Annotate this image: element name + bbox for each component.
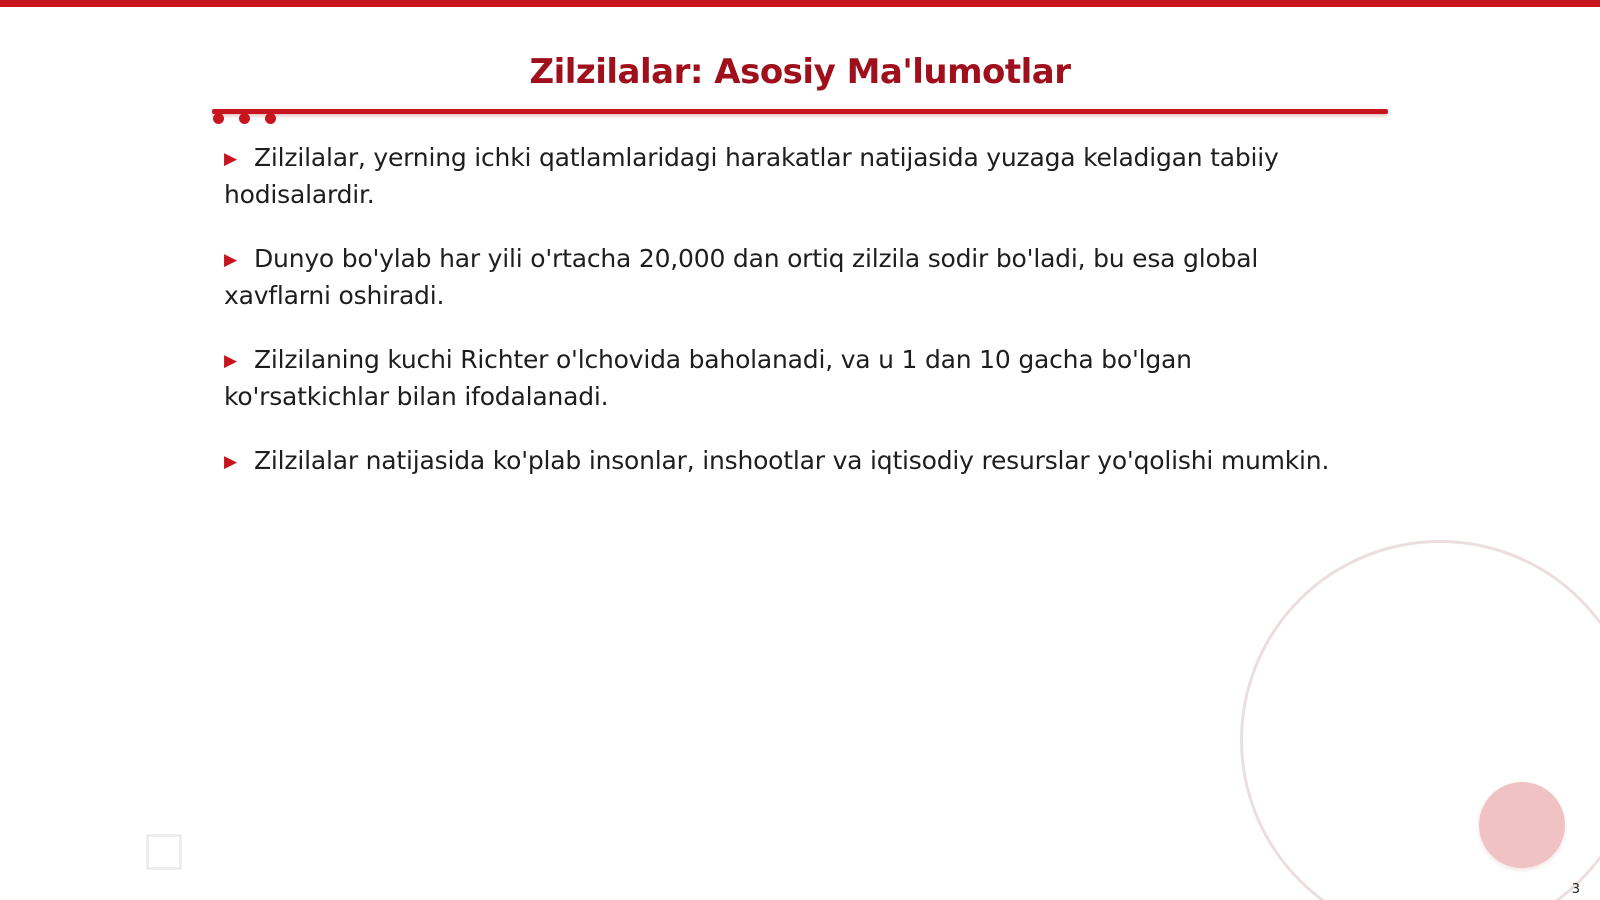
bullet-text: Zilzilalar, yerning ichki qatlamlaridagi harakatlar natijasida yuzaga keladigan tabiiy hodisalardir. — [224, 143, 1279, 209]
decorative-dot — [213, 113, 224, 124]
triangle-bullet-icon: ▶ — [224, 149, 237, 169]
bullet-item — [224, 443, 1364, 480]
decorative-square — [146, 834, 182, 870]
bullet-item — [224, 140, 1364, 213]
decorative-dot — [265, 113, 276, 124]
decorative-dot — [239, 113, 250, 124]
page-number: 3 — [1571, 882, 1580, 897]
triangle-bullet-icon: ▶ — [224, 452, 237, 472]
bullet-item — [224, 342, 1364, 415]
top-accent-bar — [0, 0, 1600, 7]
bullet-text: Dunyo bo'ylab har yili o'rtacha 20,000 dan ortiq zilzila sodir bo'ladi, bu esa global xavflarni oshiradi. — [224, 244, 1259, 310]
slide-title: Zilzilalar: Asosiy Ma'lumotlar — [529, 52, 1071, 92]
bullet-list — [224, 140, 1364, 508]
triangle-bullet-icon: ▶ — [224, 250, 237, 270]
decorative-circle-filled — [1479, 782, 1565, 868]
bullet-text: Zilzilaning kuchi Richter o'lchovida baholanadi, va u 1 dan 10 gacha bo'lgan ko'rsatkichlar bilan ifodalanadi. — [224, 345, 1192, 411]
triangle-bullet-icon: ▶ — [224, 351, 237, 371]
bullet-item — [224, 241, 1364, 314]
bullet-text: Zilzilalar natijasida ko'plab insonlar, inshootlar va iqtisodiy resurslar yo'qolishi mumkin. — [254, 446, 1330, 475]
title-underline — [212, 109, 1388, 114]
